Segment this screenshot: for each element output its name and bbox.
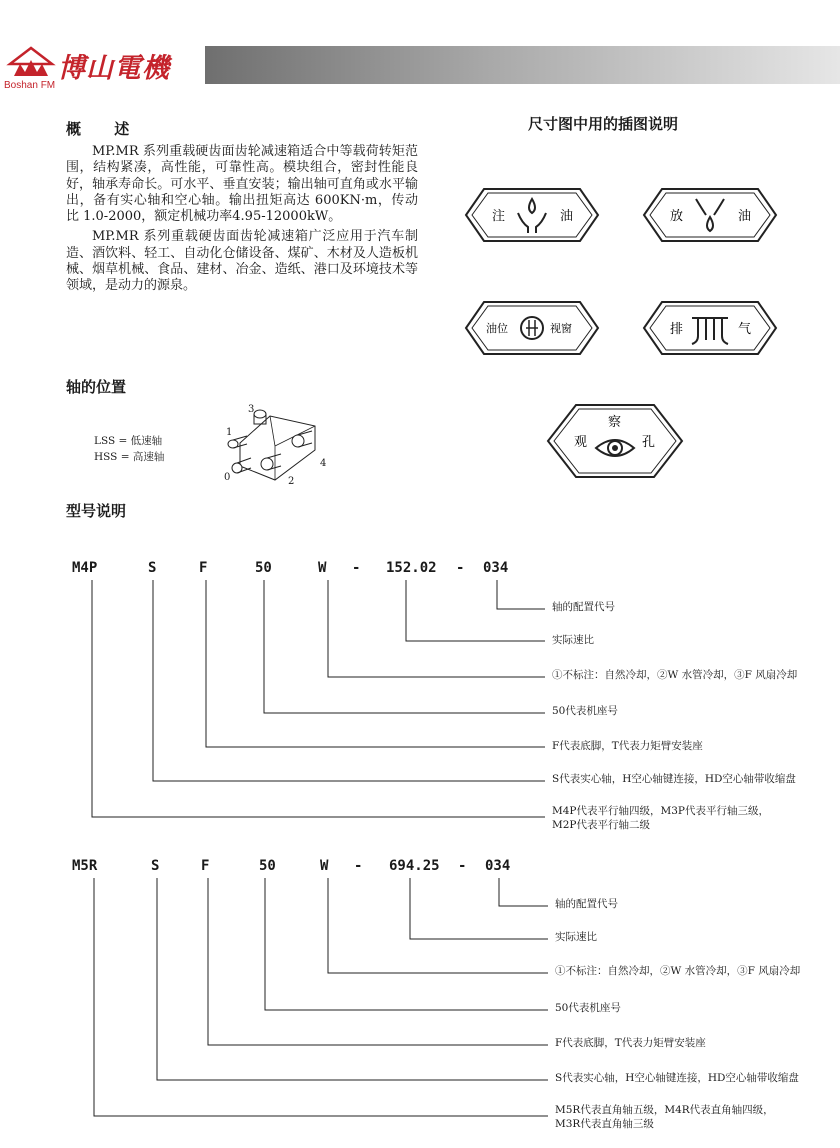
vent-right-text: 气 <box>738 322 752 337</box>
desc-m4p-ratio: 实际速比 <box>552 634 594 646</box>
model-designation-title: 型号说明 <box>66 502 127 520</box>
code-m4p-mount: F <box>199 560 208 576</box>
code-m4p-dash1: - <box>352 560 361 576</box>
desc-m4p-cooling: ①不标注：自然冷却，②W 水管冷却，③F 风扇冷却 <box>552 669 798 681</box>
inspection-top-text: 察 <box>608 415 622 430</box>
oil-drain-left-text: 放 <box>670 209 684 224</box>
desc-m5r-series-1: M5R代表直角轴五级，M4R代表直角轴四级， <box>555 1104 774 1116</box>
code-m5r-cooling: W <box>320 858 329 874</box>
desc-m5r-config: 轴的配置代号 <box>555 898 618 910</box>
shaft-label-0: 0 <box>224 472 231 483</box>
desc-m4p-series-2: M2P代表平行轴二级 <box>552 819 650 831</box>
code-m5r-shaft: S <box>151 858 160 874</box>
overview-paragraph-1: MP.MR 系列重载硬齿面齿轮减速箱适合中等载荷转矩范围，结构紧凑，高性能，可靠性高。模块组合，密封性能良好，轴承寿命长。可水平、垂直安装；输出轴可直角或水平输出，备有实心轴和空心轴。输出扭矩高达 600KN·m，传动比 1.0-2000，额定机械功率4.95-12000kW。 <box>66 144 418 225</box>
inspection-right-text: 孔 <box>642 435 656 450</box>
icon-legend-title: 尺寸图中用的插图说明 <box>528 115 679 133</box>
desc-m5r-series-2: M3R代表直角轴三级 <box>555 1118 654 1130</box>
desc-m5r-mount: F代表底脚，T代表力矩臂安装座 <box>555 1037 706 1049</box>
overview-title: 概 述 <box>66 120 144 138</box>
code-m5r-dash1: - <box>354 858 363 874</box>
overview-paragraph-2: MP.MR 系列重载硬齿面齿轮减速箱广泛应用于汽车制造、酒饮料、轻工、自动化仓储设备、煤矿、木材及人造板机械、烟草机械、食品、建材、冶金、造纸、港口及环境技术等领域，是动力的源泉。 <box>66 229 418 294</box>
shaft-label-1: 1 <box>226 427 233 438</box>
desc-m4p-shaft: S代表实心轴，H空心轴键连接，HD空心轴带收缩盘 <box>552 773 796 785</box>
desc-m4p-size: 50代表机座号 <box>552 705 618 717</box>
code-m4p-dash2: - <box>456 560 465 576</box>
desc-m5r-size: 50代表机座号 <box>555 1002 621 1014</box>
oil-drain-right-text: 油 <box>738 209 752 224</box>
shaft-position-title: 轴的位置 <box>66 378 127 396</box>
lss-legend: LSS = 低速轴 <box>94 435 163 447</box>
code-m4p-ratio: 152.02 <box>386 560 437 576</box>
shaft-label-4: 4 <box>320 458 327 469</box>
code-m4p-config: 034 <box>483 560 509 576</box>
code-m4p-cooling: W <box>318 560 327 576</box>
desc-m5r-cooling: ①不标注：自然冷却，②W 水管冷却，③F 风扇冷却 <box>555 965 801 977</box>
desc-m4p-config: 轴的配置代号 <box>552 601 615 613</box>
hss-legend: HSS = 高速轴 <box>94 451 165 463</box>
vent-left-text: 排 <box>670 322 684 337</box>
code-m5r-dash2: - <box>458 858 467 874</box>
code-m4p-shaft: S <box>148 560 157 576</box>
code-m5r-size: 50 <box>259 858 276 874</box>
desc-m5r-ratio: 实际速比 <box>555 931 597 943</box>
oil-fill-left-text: 注 <box>492 209 506 224</box>
code-m5r-ratio: 694.25 <box>389 858 440 874</box>
shaft-label-3: 3 <box>248 404 255 415</box>
code-m5r-config: 034 <box>485 858 511 874</box>
code-m4p-size: 50 <box>255 560 272 576</box>
brand-name: 博山電機 <box>58 53 170 84</box>
desc-m4p-series-1: M4P代表平行轴四级，M3P代表平行轴三级， <box>552 805 769 817</box>
desc-m5r-shaft: S代表实心轴，H空心轴键连接，HD空心轴带收缩盘 <box>555 1072 799 1084</box>
brand-name-en: Boshan FM <box>4 80 56 91</box>
desc-m4p-mount: F代表底脚，T代表力矩臂安装座 <box>552 740 703 752</box>
code-m5r-series: M5R <box>72 858 98 874</box>
oil-level-right-text: 视窗 <box>550 322 572 335</box>
inspection-left-text: 观 <box>574 435 588 450</box>
code-m5r-mount: F <box>201 858 210 874</box>
code-m4p-series: M4P <box>72 560 98 576</box>
oil-fill-right-text: 油 <box>560 209 574 224</box>
shaft-label-2: 2 <box>288 476 295 487</box>
oil-level-left-text: 油位 <box>486 322 508 335</box>
